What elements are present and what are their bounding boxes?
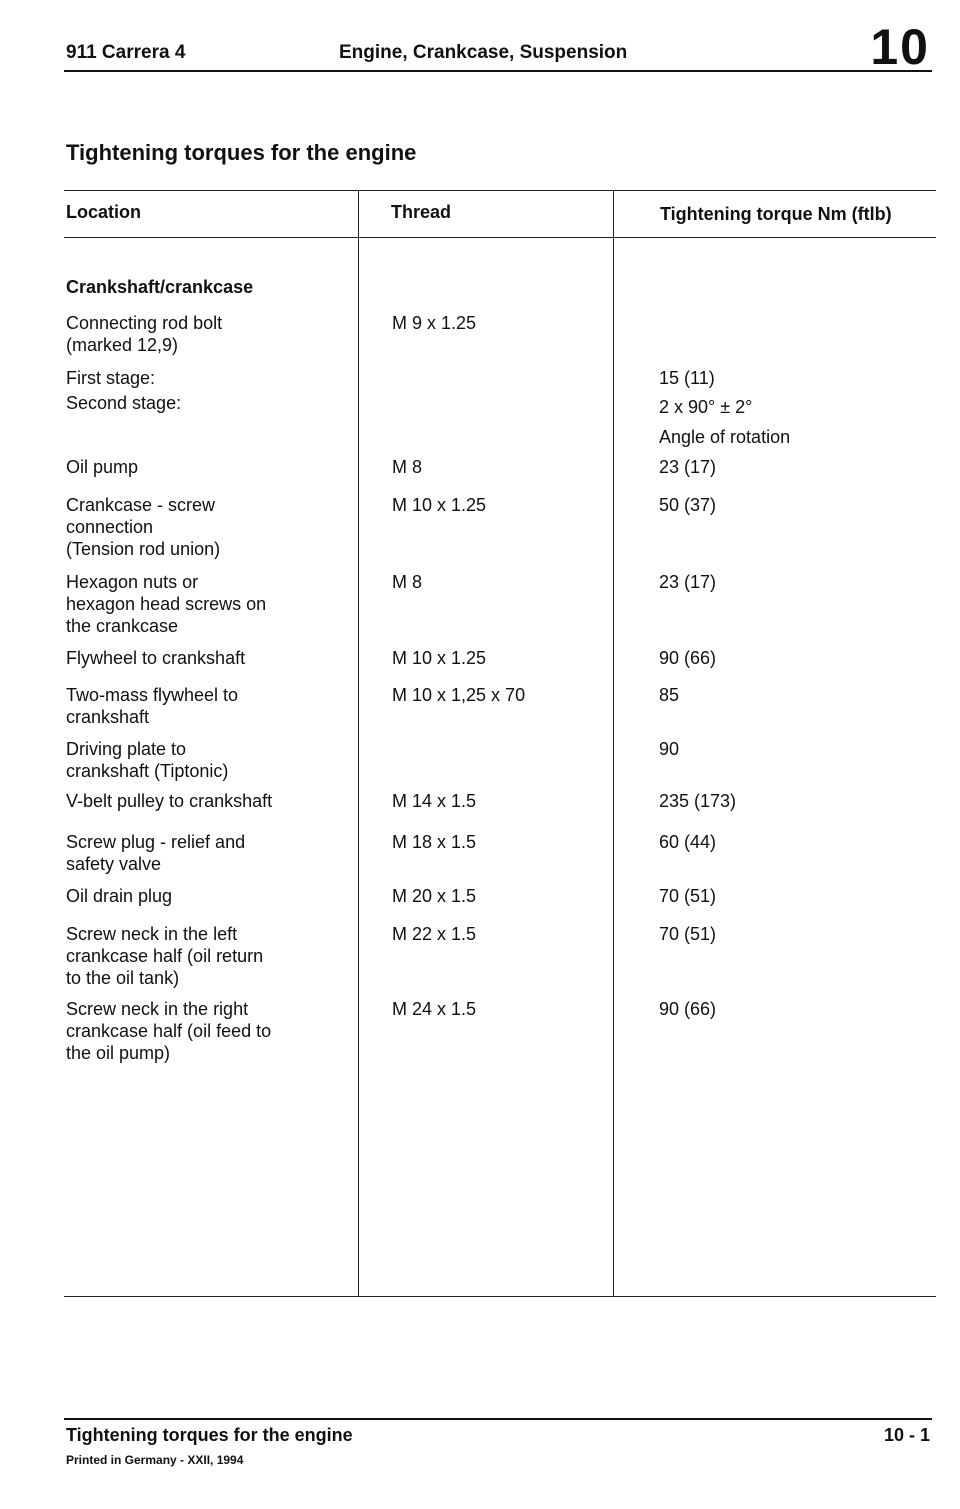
header-rule [64,70,932,72]
table-row-torque: 235 (173) [659,791,737,811]
table-row-location: Second stage: [66,393,182,413]
footer-title: Tightening torques for the engine [66,1425,353,1445]
column-divider-2 [613,190,614,1297]
table-row-location: Screw plug - relief and safety valve [66,832,246,874]
table-row-thread: M 22 x 1.5 [392,924,477,944]
table-row-thread: M 8 [392,572,423,592]
header-model: 911 Carrera 4 [66,42,186,63]
torque-table [64,190,936,1298]
table-bottom-rule [64,1296,936,1297]
table-row-thread: M 20 x 1.5 [392,886,477,906]
table-row-thread: M 18 x 1.5 [392,832,477,852]
table-row-location: Driving plate to crankshaft (Tiptonic) [66,739,229,781]
page-title: Tightening torques for the engine [66,140,417,165]
table-row-torque: 85 [659,685,680,705]
table-row-thread: M 10 x 1,25 x 70 [392,685,526,705]
table-row-thread: M 14 x 1.5 [392,791,477,811]
table-row-location: Connecting rod bolt (marked 12,9) [66,313,223,355]
table-row-torque: 90 (66) [659,648,717,668]
footer-rule [64,1418,932,1420]
table-top-rule [64,190,936,191]
table-row-thread: M 24 x 1.5 [392,999,477,1019]
table-row-location: Screw neck in the left crankcase half (oil return to the oil tank) [66,924,264,988]
table-row-torque: 2 x 90° ± 2° Angle of rotation [659,397,791,447]
table-row-torque: 50 (37) [659,495,717,515]
table-row-torque: 15 (11) [659,368,715,388]
table-row-location: Flywheel to crankshaft [66,648,246,668]
table-row-thread: M 8 [392,457,423,477]
table-row-thread: M 10 x 1.25 [392,648,487,668]
table-row-location: First stage: [66,368,156,388]
page-number: 10 - 1 [883,1425,930,1445]
table-row-torque: 60 (44) [659,832,717,852]
table-row-location: Oil drain plug [66,886,173,906]
table-row-location: Crankcase - screw connection (Tension rod union) [66,495,221,559]
table-row-thread: M 9 x 1.25 [392,313,477,333]
column-header-location: Location [66,202,141,222]
group-title: Crankshaft/crankcase [66,277,254,297]
table-row-location: Screw neck in the right crankcase half (oil feed to the oil pump) [66,999,272,1063]
table-row-torque: 70 (51) [659,924,717,944]
table-header-rule [64,237,936,238]
header-section: Engine, Crankcase, Suspension [339,42,628,63]
column-header-thread: Thread [391,202,452,222]
column-divider-1 [358,190,359,1297]
table-row-location: Two-mass flywheel to crankshaft [66,685,239,727]
table-row-thread: M 10 x 1.25 [392,495,487,515]
table-row-location: Oil pump [66,457,139,477]
table-row-torque: 23 (17) [659,572,717,592]
chapter-number: 10 [870,19,930,75]
table-row-torque: 90 (66) [659,999,717,1019]
table-row-torque: 90 [659,739,680,759]
table-row-location: V-belt pulley to crankshaft [66,791,273,811]
print-note: Printed in Germany - XXII, 1994 [66,1453,244,1467]
table-row-location: Hexagon nuts or hexagon head screws on the crankcase [66,572,267,636]
table-row-torque: 23 (17) [659,457,717,477]
table-row-torque: 70 (51) [659,886,717,906]
column-header-torque: Tightening torque Nm (ftlb) [660,204,892,224]
